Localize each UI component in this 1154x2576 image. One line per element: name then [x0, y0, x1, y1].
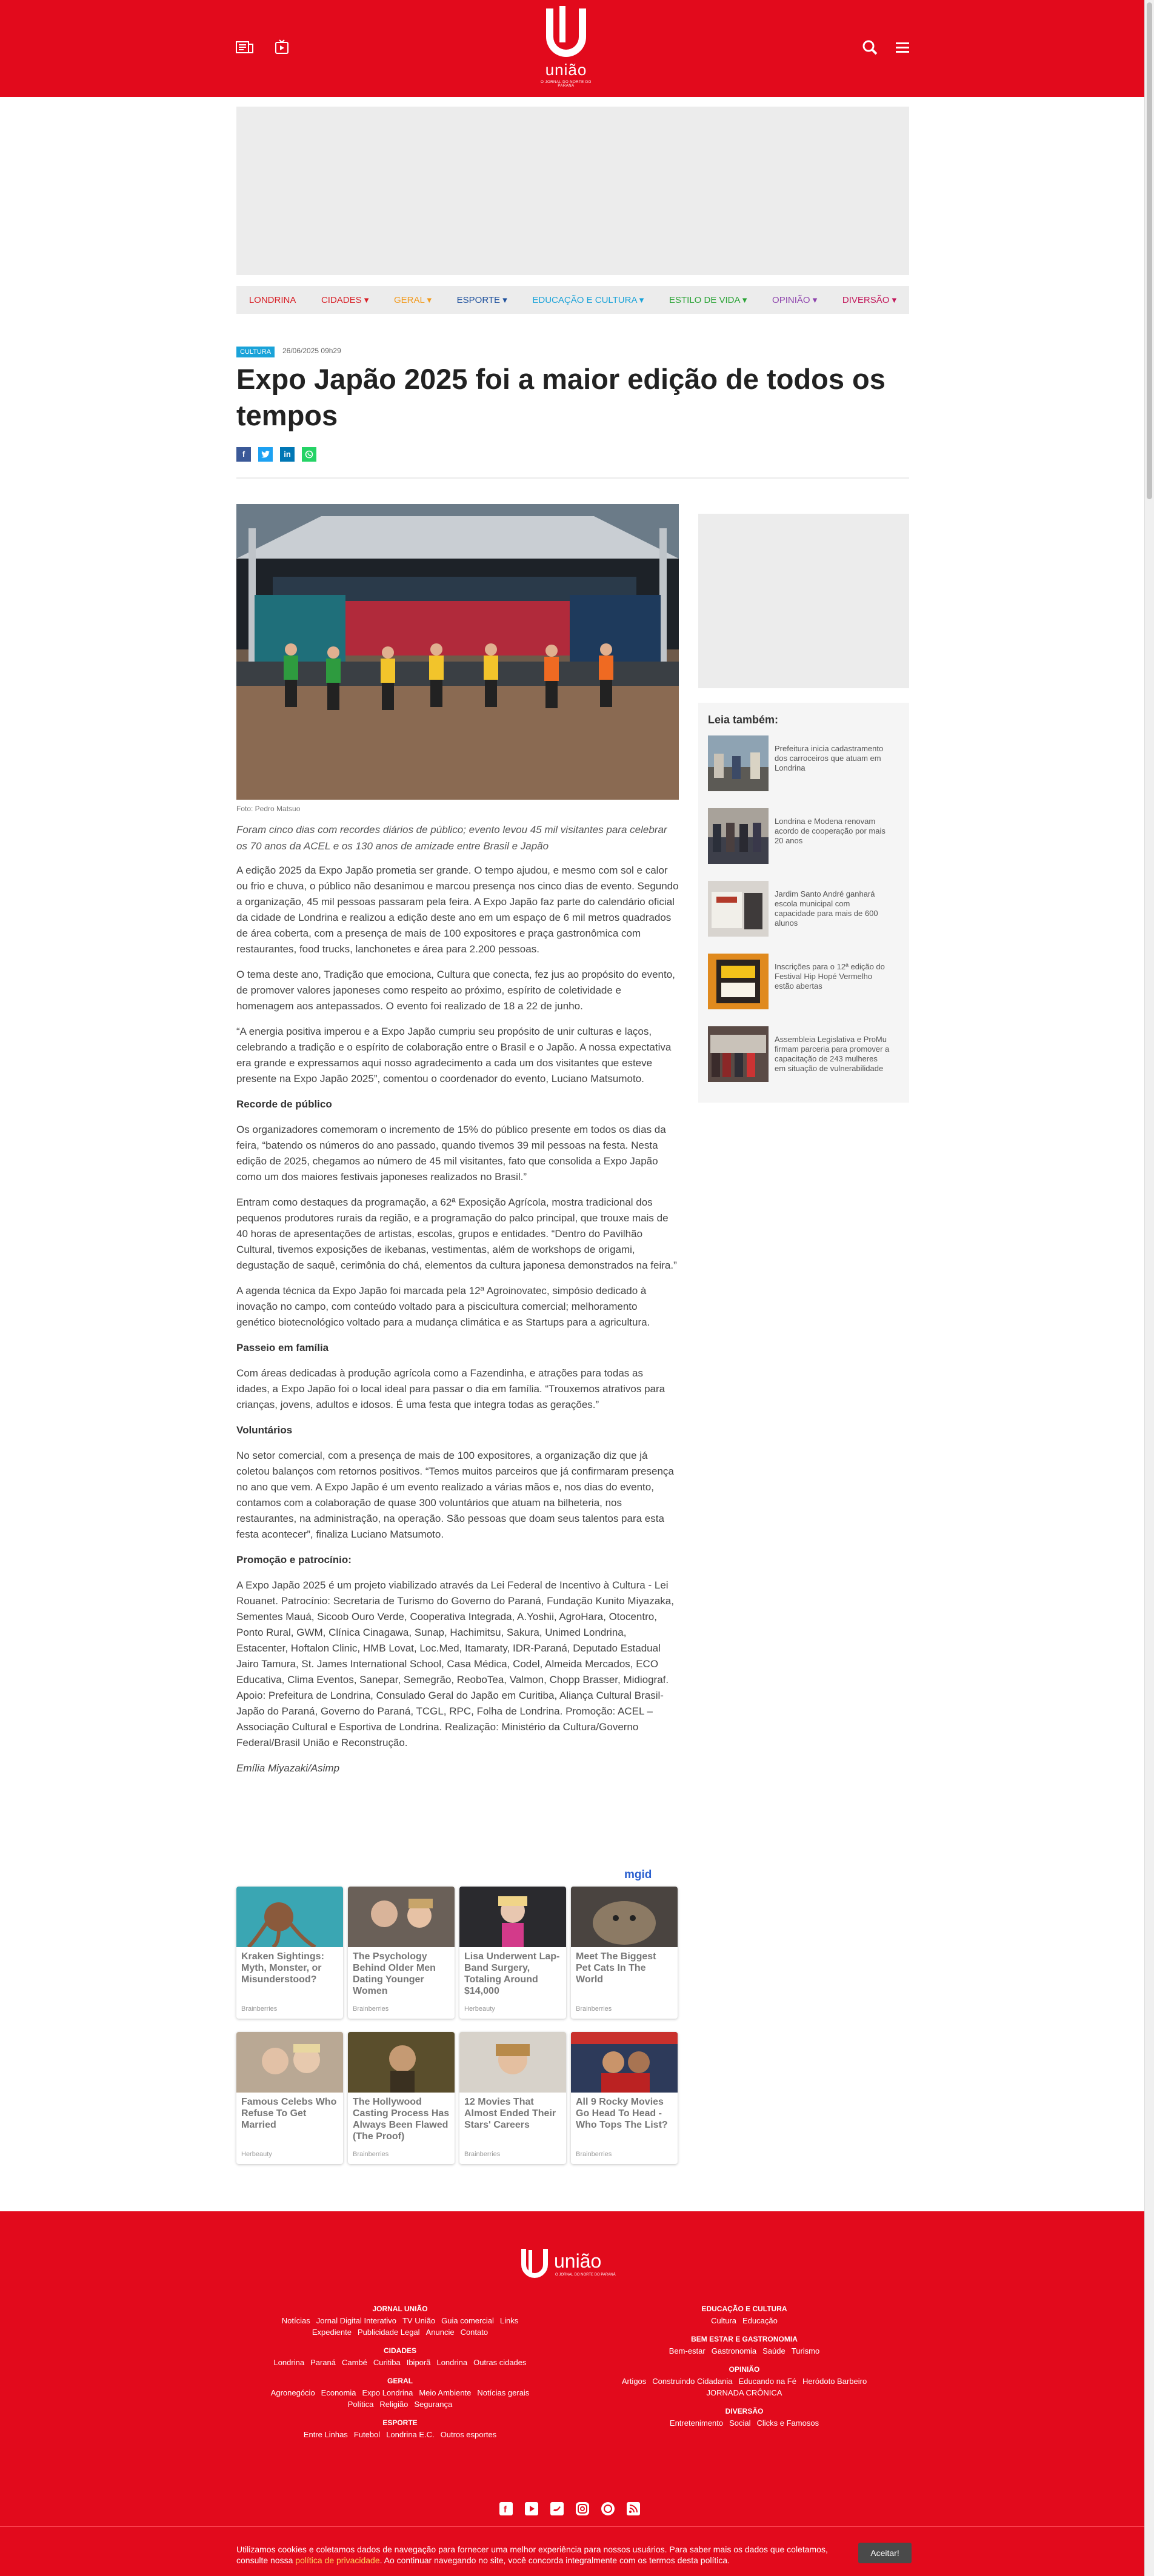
scrollbar-thumb[interactable]	[1147, 2, 1152, 499]
tv-play-icon[interactable]	[273, 39, 292, 56]
twitter-icon[interactable]	[550, 2502, 564, 2515]
paragraph: “A energia positiva imperou e a Expo Japão cumpriu seu propósito de unir culturas e laços, celebrando a tradição e o espírito de colaboração entre o Brasil e o Japão. A nossa expectativa era grande e expressamos aqui nosso agradecimento a cada um dos visitantes que esteve presente na Expo Japão 2025”, comentou o coordenador do evento, Luciano Matsumoto.	[236, 1026, 672, 1084]
footer-logo[interactable]	[518, 2246, 627, 2283]
sponsored-card[interactable]	[571, 1887, 678, 2019]
whatsapp-icon[interactable]	[601, 2502, 615, 2515]
sponsored-image[interactable]	[459, 1887, 566, 1947]
footer-links	[587, 2417, 902, 2429]
footer-heading: DIVERSÃO	[725, 2407, 764, 2415]
privacy-policy-link[interactable]: política de privacidade	[295, 2555, 380, 2565]
sponsored-source: Brainberries	[353, 2005, 389, 2013]
paragraph: A edição 2025 da Expo Japão prometia ser grande. O tempo ajudou, e mesmo com sol e calor ou frio e chuva, o público não desanimou e marcou presença nos cinco dias de evento. Segundo a organização, 45 mil pessoas passaram pela feira. A Expo Japão faz parte do calendário oficial da cidade de Londrina e realizou a edição deste ano em um espaço de 6 mil metros quadrados de área coberta, com a presença de mais de 100 expositores e praça gastronômica com restaurantes, food trucks, lanchonetes e área para 2.200 pessoas.	[236, 865, 679, 955]
footer-link[interactable]: Jornal Digital Interativo	[316, 2316, 396, 2325]
footer-link[interactable]: Londrina	[273, 2358, 305, 2367]
related-headline[interactable]: Jardim Santo André ganhará escola municipal com capacidade para mais de 600 alunos	[775, 889, 878, 928]
sponsored-card[interactable]	[459, 1887, 566, 2019]
cookie-text-a: Utilizamos cookies e coletamos dados de navegação para fornecer uma melhor experiência para nossos usuários. Para saber mais os dados que coletamos, consulte nossa	[236, 2544, 828, 2565]
footer-link[interactable]: Guia comercial	[441, 2316, 494, 2325]
footer-links	[242, 2357, 558, 2368]
footer-link[interactable]: Religião	[379, 2400, 409, 2409]
sponsored-card[interactable]	[571, 2032, 678, 2164]
sponsored-card[interactable]	[348, 2032, 455, 2164]
footer-heading: CIDADES	[383, 2346, 416, 2355]
twitter-share-icon[interactable]	[258, 447, 273, 462]
related-box	[698, 703, 909, 1103]
footer-links	[587, 2387, 902, 2398]
site-header	[0, 0, 1144, 97]
sponsored-image[interactable]	[348, 1887, 455, 1947]
sponsored-image[interactable]	[459, 2032, 566, 2093]
section-heading: Recorde de público	[236, 1098, 332, 1110]
paragraph: No setor comercial, com a presença de mais de 100 expositores, a organização diz que já coletou balanços com retornos positivos. “Temos muitos parceiros que já confirmaram presença no ano que vem. A Expo Japão é um evento realizado a várias mãos e, nos dias do evento, contamos com a colaboração de quase 300 voluntários que atuam na bilheteria, nos restaurantes, na administração, na operação. São pessoas que doam seus talentos para esta festa acontecer”, finaliza Luciano Matsumoto.	[236, 1450, 674, 1540]
footer-link[interactable]: Notícias	[281, 2316, 310, 2325]
footer-link[interactable]: Educação	[742, 2316, 778, 2325]
footer-heading: JORNAL UNIÃO	[372, 2305, 428, 2313]
sponsored-image[interactable]	[571, 2032, 678, 2093]
related-thumbnail[interactable]	[708, 1026, 769, 1082]
paragraph: Com áreas dedicadas à produção agrícola como a Fazendinha, e atrações para todas as idades, a Expo Japão foi o local ideal para passar o dia em família. “Trouxemos atrativos para crianças, jovens, adultos e idosos. É uma festa que integra todas as gerações.”	[236, 1367, 665, 1410]
digital-newspaper-icon[interactable]	[235, 39, 255, 56]
footer-heading: ESPORTE	[382, 2418, 418, 2427]
category-menu	[236, 286, 909, 314]
footer-link[interactable]: Saúde	[762, 2346, 785, 2355]
site-logo[interactable]	[536, 6, 596, 91]
sponsored-source: Brainberries	[576, 2005, 612, 2013]
sponsored-source: Brainberries	[353, 2151, 389, 2158]
rss-icon[interactable]	[627, 2502, 640, 2515]
footer-link[interactable]: Futebol	[353, 2430, 381, 2439]
page-scrollbar[interactable]	[1144, 0, 1154, 2576]
logo-tagline: O JORNAL DO NORTE DO PARANÁ	[541, 81, 592, 88]
menu-educacao-cultura[interactable]: EDUCAÇÃO E CULTURA ▾	[532, 295, 644, 305]
cookie-text-b: . Ao continuar navegando no site, você concorda integralmente com os termos desta política.	[379, 2555, 730, 2565]
footer-link[interactable]: Clicks e Famosos	[756, 2418, 819, 2428]
article-body	[236, 863, 679, 1786]
footer-link[interactable]: Política	[347, 2400, 374, 2409]
related-headline[interactable]: Assembleia Legislativa e ProMu firmam parceria para promover a capacitação de 243 mulheres em situação de vulnerabilidade	[775, 1035, 890, 1073]
category-badge[interactable]: CULTURA	[236, 347, 275, 357]
related-item[interactable]	[708, 808, 902, 866]
menu-opiniao[interactable]: OPINIÃO ▾	[772, 295, 818, 305]
footer-link[interactable]: Bem-estar	[669, 2346, 705, 2355]
footer-link[interactable]: Entretenimento	[669, 2418, 724, 2428]
sponsored-image[interactable]	[236, 2032, 343, 2093]
footer-link[interactable]: Cambé	[342, 2358, 367, 2367]
paragraph: Os organizadores comemoram o incremento de 15% do público presente em todos os dias da feira, “batendo os números do ano passado, quando tivemos 39 mil pessoas na festa. Nesta edição de 2025, chegamos ao número de 45 mil visitantes, fato que consolida a Expo Japão como um dos maiores festivais japoneses realizados no Brasil.”	[236, 1124, 666, 1183]
paragraph: Entram como destaques da programação, a 62ª Exposição Agrícola, mostra tradicional dos pequenos produtores rurais da região, e a programação do palco principal, que trouxe mais de 40 horas de apresentações de artistas, escolas, grupos e entidades. “Dentro do Pavilhão Cultural, tivemos exposições de ikebanas, vestimentas, além de workshops de origami, degustação de saquê, cerimônia do chá, elementos da cultura japonesa demonstrados na feira.”	[236, 1197, 677, 1271]
cookie-banner	[0, 2526, 1144, 2576]
footer-links	[242, 2398, 558, 2410]
footer-link[interactable]: Expo Londrina	[362, 2388, 413, 2397]
cookie-text	[236, 2544, 836, 2566]
sponsored-title[interactable]: Lisa Underwent Lap-Band Surgery, Totaling Around $14,000	[464, 1951, 560, 1996]
menu-diversao[interactable]: DIVERSÃO ▾	[842, 295, 897, 305]
site-footer	[0, 2211, 1144, 2576]
footer-link[interactable]: TV União	[402, 2316, 436, 2325]
footer-heading: GERAL	[387, 2377, 413, 2385]
sponsored-card[interactable]	[236, 2032, 343, 2164]
related-headline[interactable]: Inscrições para o 12ª edição do Festival Hip Hopé Vermelho estão abertas	[775, 962, 885, 991]
section-heading: Promoção e patrocínio:	[236, 1554, 352, 1565]
sponsored-title[interactable]: Famous Celebs Who Refuse To Get Married	[241, 2097, 337, 2130]
sponsored-card[interactable]	[459, 2032, 566, 2164]
logo-u-mark	[546, 8, 586, 57]
sponsored-title[interactable]: 12 Movies That Almost Ended Their Stars' Careers	[464, 2097, 556, 2130]
related-item[interactable]	[708, 1026, 902, 1084]
footer-links	[587, 2315, 902, 2326]
footer-link[interactable]: Anuncie	[425, 2328, 455, 2337]
paragraph: A Expo Japão 2025 é um projeto viabilizado através da Lei Federal de Incentivo à Cultura - Lei Rouanet. Patrocínio: Secretaria de Turismo do Governo do Paraná, Fundação Kunito Miyazaka, Sementes Mauá, Sicoob Ouro Verde, Cooperativa Integrada, A.Yoshii, AgroHara, Otocentro, Ponto Rural, GWM, Clínica Cinagawa, Sunap, Hachimitsu, Sakura, Unimed Londrina, Estacenter, Hoftalon Clinic, HMB Lovat, Loc.Med, Itamaraty, IDR-Paraná, Deputado Estadual Jairo Tamura, St. James International School, Casa Médica, Codel, Almeida Mercados, ECO Educativa, Clima Eventos, Sanepar, Semegrão, ReoboTea, Valmon, Chopp Brasser, Midiograf. Apoio: Prefeitura de Londrina, Consulado Geral do Japão em Curitiba, Aliança Cultural Brasil-Japão do Paraná, Governo do Paraná, TCGL, RPC, Folha de Londrina. Promoção: ACEL – Associação Cultural e Esportiva de Londrina. Realização: Ministério da Cultura/Governo Federal/Brasil União e Reconstrução.	[236, 1579, 674, 1748]
svg-text:f: f	[504, 2505, 507, 2515]
search-icon[interactable]	[861, 39, 880, 56]
related-item[interactable]	[708, 881, 902, 939]
paragraph: A agenda técnica da Expo Japão foi marcada pela 12ª Agroinovatec, simpósio dedicado à inovação no campo, com conteúdo voltado para a piscicultura comercial; melhoramento genético biotecnológico voltado para a mudança climática e as Startups para a agricultura.	[236, 1285, 650, 1328]
publish-date: 26/06/2025 09h29	[282, 347, 341, 355]
footer-logo-word: união	[554, 2250, 602, 2272]
accept-cookies-button[interactable]: Aceitar!	[858, 2543, 912, 2563]
footer-link[interactable]: Curitiba	[373, 2358, 401, 2367]
sponsored-card[interactable]	[348, 1887, 455, 2019]
menu-geral[interactable]: GERAL ▾	[394, 295, 432, 305]
menu-estilo-de-vida[interactable]: ESTILO DE VIDA ▾	[669, 295, 747, 305]
youtube-icon[interactable]	[525, 2502, 538, 2515]
related-thumbnail[interactable]	[708, 954, 769, 1009]
footer-heading: EDUCAÇÃO E CULTURA	[701, 2305, 787, 2313]
article-title: Expo Japão 2025 foi a maior edição de todos os tempos	[236, 363, 886, 431]
sponsored-image[interactable]	[348, 2032, 455, 2093]
sponsored-source: Herbeauty	[241, 2151, 272, 2158]
logo-word: união	[545, 61, 587, 79]
sponsored-title[interactable]: The Hollywood Casting Process Has Always Been Flawed (The Proof)	[353, 2097, 450, 2142]
footer-link[interactable]: Educando na Fé	[738, 2377, 796, 2386]
article-author: Emília Miyazaki/Asimp	[236, 1762, 340, 1774]
article-photo[interactable]	[236, 504, 679, 800]
footer-link[interactable]: Segurança	[414, 2400, 453, 2409]
section-heading: Voluntários	[236, 1424, 293, 1436]
footer-logo-tagline: O JORNAL DO NORTE DO PARANÁ	[555, 2273, 616, 2277]
menu-londrina[interactable]: LONDRINA	[248, 294, 296, 305]
footer-link[interactable]: Social	[729, 2418, 751, 2428]
footer-link[interactable]: JORNADA CRÔNICA	[706, 2388, 782, 2397]
facebook-icon[interactable]	[499, 2502, 513, 2515]
menu-esporte[interactable]: ESPORTE ▾	[456, 295, 507, 305]
sponsored-grid	[236, 1887, 679, 2171]
title-divider	[236, 477, 909, 479]
footer-link[interactable]: Outros esportes	[440, 2430, 497, 2439]
footer-link[interactable]: Artigos	[621, 2377, 647, 2386]
footer-link[interactable]: Expediente	[312, 2328, 352, 2337]
related-headline[interactable]: Londrina e Modena renovam acordo de cooperação por mais 20 anos	[775, 817, 886, 845]
related-item[interactable]	[708, 954, 902, 1012]
footer-link[interactable]: Turismo	[791, 2346, 820, 2355]
footer-heading: OPINIÃO	[729, 2365, 760, 2374]
sponsored-title[interactable]: Kraken Sightings: Myth, Monster, or Misunderstood?	[241, 1951, 324, 1985]
footer-left-column	[242, 2303, 558, 2440]
linkedin-share-icon[interactable]: in	[280, 447, 295, 462]
footer-link[interactable]: Londrina	[436, 2358, 468, 2367]
footer-link[interactable]: Cultura	[711, 2316, 737, 2325]
photo-credit: Foto: Pedro Matsuo	[236, 805, 301, 813]
menu-cidades[interactable]: CIDADES ▾	[321, 295, 369, 305]
sponsored-image[interactable]	[571, 1887, 678, 1947]
footer-links	[242, 2429, 558, 2440]
section-heading: Passeio em família	[236, 1342, 329, 1353]
footer-link[interactable]: Links	[499, 2316, 519, 2325]
footer-link[interactable]: Paraná	[310, 2358, 336, 2367]
top-ad-slot[interactable]	[236, 107, 909, 275]
article-lede: Foram cinco dias com recordes diários de público; evento levou 45 mil visitantes para celebrar os 70 anos da ACEL e os 130 anos de amizade entre Brasil e Japão	[236, 824, 667, 852]
footer-link[interactable]: Notícias gerais	[477, 2388, 530, 2397]
sponsored-title[interactable]: Meet The Biggest Pet Cats In The World	[576, 1951, 656, 1985]
related-thumbnail[interactable]	[708, 735, 769, 791]
footer-right-column	[587, 2303, 902, 2429]
footer-link[interactable]: Entre Linhas	[303, 2430, 348, 2439]
sponsored-source: Brainberries	[576, 2151, 612, 2158]
footer-link[interactable]: Contato	[460, 2328, 489, 2337]
footer-link[interactable]: Agronegócio	[270, 2388, 315, 2397]
sponsored-source: Brainberries	[241, 2005, 278, 2013]
footer-link[interactable]: Londrina E.C.	[386, 2430, 435, 2439]
footer-link[interactable]: Economia	[321, 2388, 356, 2397]
instagram-icon[interactable]	[576, 2502, 589, 2515]
mgid-logo[interactable]: mgid	[624, 1868, 652, 1881]
sponsored-source: Brainberries	[464, 2151, 501, 2158]
sidebar-ad-slot[interactable]	[698, 514, 909, 688]
facebook-share-icon[interactable]: f	[236, 447, 251, 462]
footer-links	[587, 2345, 902, 2357]
footer-link[interactable]: Construindo Cidadania	[652, 2377, 733, 2386]
sponsored-title[interactable]: The Psychology Behind Older Men Dating Younger Women	[353, 1951, 436, 1996]
footer-link[interactable]: Meio Ambiente	[419, 2388, 472, 2397]
whatsapp-share-icon[interactable]	[302, 447, 316, 462]
sponsored-source: Herbeauty	[464, 2005, 495, 2013]
footer-links	[242, 2387, 558, 2398]
related-thumbnail[interactable]	[708, 808, 769, 864]
footer-link[interactable]: Outras cidades	[473, 2358, 527, 2367]
footer-links	[242, 2326, 558, 2338]
footer-heading: BEM ESTAR E GASTRONOMIA	[691, 2335, 798, 2343]
sponsored-card[interactable]	[236, 1887, 343, 2019]
related-headline[interactable]: Prefeitura inicia cadastramento dos carroceiros que atuam em Londrina	[775, 744, 884, 772]
sponsored-title[interactable]: All 9 Rocky Movies Go Head To Head - Who Tops The List?	[576, 2097, 668, 2130]
sponsored-image[interactable]	[236, 1887, 343, 1947]
footer-links	[587, 2375, 902, 2387]
footer-link[interactable]: Gastronomia	[711, 2346, 757, 2355]
footer-link[interactable]: Ibiporã	[406, 2358, 431, 2367]
footer-link[interactable]: Publicidade Legal	[357, 2328, 420, 2337]
paragraph: O tema deste ano, Tradição que emociona, Cultura que conecta, fez jus ao propósito do evento, de promover valores japoneses como respeito ao próximo, espírito de coletividade e homenagem aos antepassados. O evento foi realizado de 18 a 22 de junho.	[236, 969, 675, 1012]
footer-link[interactable]: Heródoto Barbeiro	[802, 2377, 867, 2386]
related-thumbnail[interactable]	[708, 881, 769, 937]
related-title: Leia também:	[708, 714, 779, 726]
hamburger-menu-icon[interactable]	[893, 39, 913, 56]
related-item[interactable]	[708, 735, 902, 794]
footer-links	[242, 2315, 558, 2326]
